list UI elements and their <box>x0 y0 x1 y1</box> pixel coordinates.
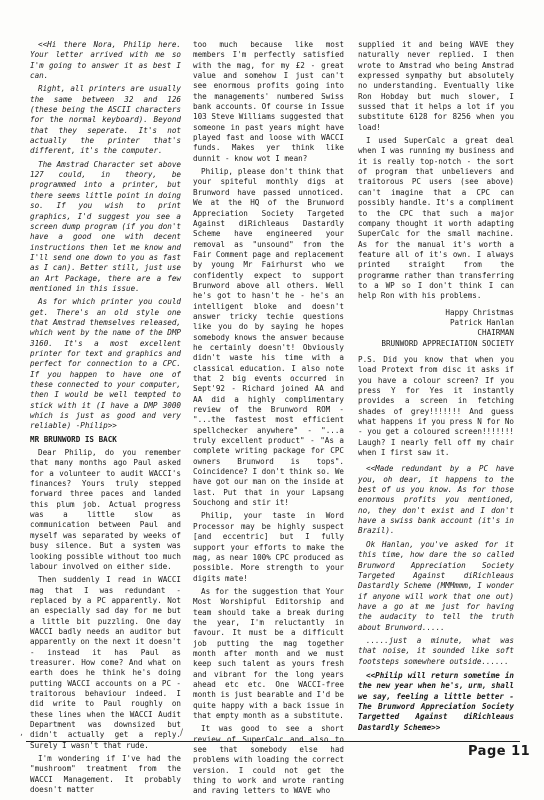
page-number: Page 11 <box>468 744 531 759</box>
signoff-greeting: Happy Christmas <box>445 307 514 317</box>
column-2 <box>193 40 344 800</box>
editor-reply-paragraph: .....just a minute, what was that noise, it sounded like soft footsteps somewhere outside...... <box>358 635 514 666</box>
footer-rule <box>26 741 520 742</box>
editor-reply-paragraph: <<Made redundant by a PC have you, oh dear, it happens to the best of us you know. As for those enormous profits you mentioned, no, they don't exist and I don't have a swiss bank account (it's in Brazil). <box>358 464 514 536</box>
editor-reply-paragraph: The Amstrad Character set above 127 could, in theory, be programmed into a printer, but there seems little point in doing so. If you wish to print graphics, I'd suggest you see a screen dump program (if you don't have a good one with decent instructions then let me know and I'll send one down to you as fast as I can). Better still, just use an Art Package, there are a few mentioned in this issue. <box>30 159 181 293</box>
letter-heading: MR BRUNWORD IS BACK <box>30 434 117 444</box>
signoff-name: Patrick Hanlan <box>449 317 514 327</box>
letter-paragraph: Dear Philip, do you remember that many months ago Paul asked for a volunteer to audit WACCI's finances? Yours truly stepped forward three paces and landed this plum job. Actual progress was a little slow as communication between Paul and myself was separated by weeks of busy silence. But a system was looking possible without too much labour involved on either side. <box>30 448 181 571</box>
editor-reply-paragraph: Ok Hanlan, you've asked for it this time, how dare the so called Brunword Appreciation Society Targeted Against diRichleaus Dastardly Scheme (MMMmmm, I wonder if anyone will work that one out) have a go at me just for having the audacity to tell the truth about Brunword..... <box>358 539 514 632</box>
signature-block <box>358 308 514 349</box>
scan-mark: / <box>180 728 184 738</box>
editor-reply-paragraph: <<Hi there Nora, Philip here. Your letter arrived with me so I'm going to answer it as best I can. <box>30 40 181 81</box>
letter-paragraph: Philip, your taste in Word Processor may be highly suspect [and eccentric] but I fully support your efforts to make the mag, as near 100% CPC produced as possible. More strength to your digits mate! <box>193 511 344 583</box>
editor-reply-paragraph: Right, all printers are usually the same between 32 and 126 (these being the ASCII characters for the normal keyboard). Beyond that they seperate. It's not actually the printer that's different, it's the computer. <box>30 84 181 156</box>
column-1 <box>30 40 184 798</box>
signoff-title: CHAIRMAN <box>477 328 514 338</box>
letter-paragraph: I'm wondering if I've had the "mushroom" treatment from the WACCI Management. It probably doesn't matter <box>30 754 181 795</box>
signoff-society: BRUNWORD APPRECIATION SOCIETY <box>381 338 514 348</box>
scan-mark: ‚ <box>20 728 23 738</box>
letter-paragraph: I used SuperCalc a great deal when I was running my business and it is really top-notch - the sort of program that unbelievers and traitorous PC users (see above) can't imagine that a CPC can possibly handle. It's a compliment to the CPC that such a major company thought it worth adapting SuperCalc for the small machine. As for the manual it's worth a feature all of it's own. I always printed straight from the programme rather than transferring to a WP so I don't think I can help Ron with his problems. <box>358 136 514 301</box>
column-3 <box>358 40 514 736</box>
editor-reply-paragraph: As for which printer you could get. There's an old style one that Amstrad themselves released, which went by the name of the DMP 3160. It's a most excellent printer for text and graphics and perfect for connection to a CPC. If you happen to have one of these connected to your computer, then I would be well tempted to stick with it (I have a DMP 3000 which is just as good and very reliable) -Philip>> <box>30 297 181 431</box>
letter-paragraph: It was good to see a short review of SuperCalc and also to see that somebody else had problems with loading the correct version. I could not get the thing to work and wrote ranting and raving letters to WAVE who <box>193 724 344 796</box>
letter-paragraph: supplied it and being WAVE they naturally never replied. I then wrote to Amstrad who being Amstrad expressed sympathy but absolutely no understanding. Eventually like Ron Hobday but much slower, I sussed that it helps a lot if you substitute 6128 for 8256 when you load! <box>358 40 514 132</box>
letter-paragraph: Then suddenly I read in WACCI mag that I was redundant - replaced by a PC apparently. Not an especially sad day for me but a little bit puzzling. One day WACCI badly needs an auditor but apparently on the next it doesn't - instead it has Paul as treasurer. How come? And what on earth does he think he's doing putting WACCI accounts on a PC - traitorous behaviour indeed. I did write to Paul roughly on these lines when the WACCI Audit Department was downsized but didn't actually get a reply. Surely I wasn't that rude. <box>30 575 181 750</box>
letter-paragraph: As for the suggestion that Your Most Worshipful Editorship and team should take a break during the year, I'm reluctantly in favour. It must be a difficult job putting the mag together month after month and we must keep such talent as yours fresh and vibrant for the long years ahead etc etc. One WACCI-free month is just bearable and I'd be quite happy with a back issue in that empty month as a substitute. <box>193 586 344 720</box>
letter-paragraph: Philip, please don't think that your spiteful monthly digs at Brunword have passed unnoticed. We at the HQ of the Brunword Appreciation Society Targeted Against diRichleaus Dastardly Scheme have engineered your removal as "unsound" from the Fair Comment page and replacement by young Mr Fairhurst who we confidently expect to support Brunword above all others. Well he's got to hasn't he - he's an intelligent bloke and doesn't answer tricky techie questions like you do by saying he hopes somebody knows the answer because he certainly doesn't! Obviously didn't waste his time with a classical education. I also note that 2 big events occurred in Sept'92 - Richard joined AA and AA did a highly complimentary review of the Brunword ROM - "...the fastest most efficient spellchecker anywhere" - "...a truly excellent product" - "As a complete writing package for CPC owners Brunword is tops". Coincidence? I don't think so. We have got our man on the inside at last. Put that in your Lapsang Souchong and stir it! <box>193 167 344 508</box>
letter-paragraph: too much because like most members I'm perfectly satisfied with the mag, for my £2 - great value and somehow I just can't see enormous profits going into the managements' numbered Swiss bank accounts. Of course in Issue 103 Steve Williams suggested that someone in past years might have played fast and loose with WACCI funds. Makes yer think like dunnit - know wot I mean? <box>193 40 344 163</box>
closing-note: <<Philip will return sometime in the new year when he's, urm, shall we say, feeling a little better -The Brunword Appreciation Society Targetted Against diRichleaus Dastardly Scheme>> <box>358 670 514 732</box>
postscript: P.S. Did you know that when you load Protext from disc it asks if you have a colour screen? If you press Y for Yes it instantly provides a screen in fetching shades of grey!!!!!!! And guess what happens if you press N for No - you get a coloured screen!!!!!!! Laugh? I nearly fell off my chair when I first saw it. <box>358 354 514 458</box>
